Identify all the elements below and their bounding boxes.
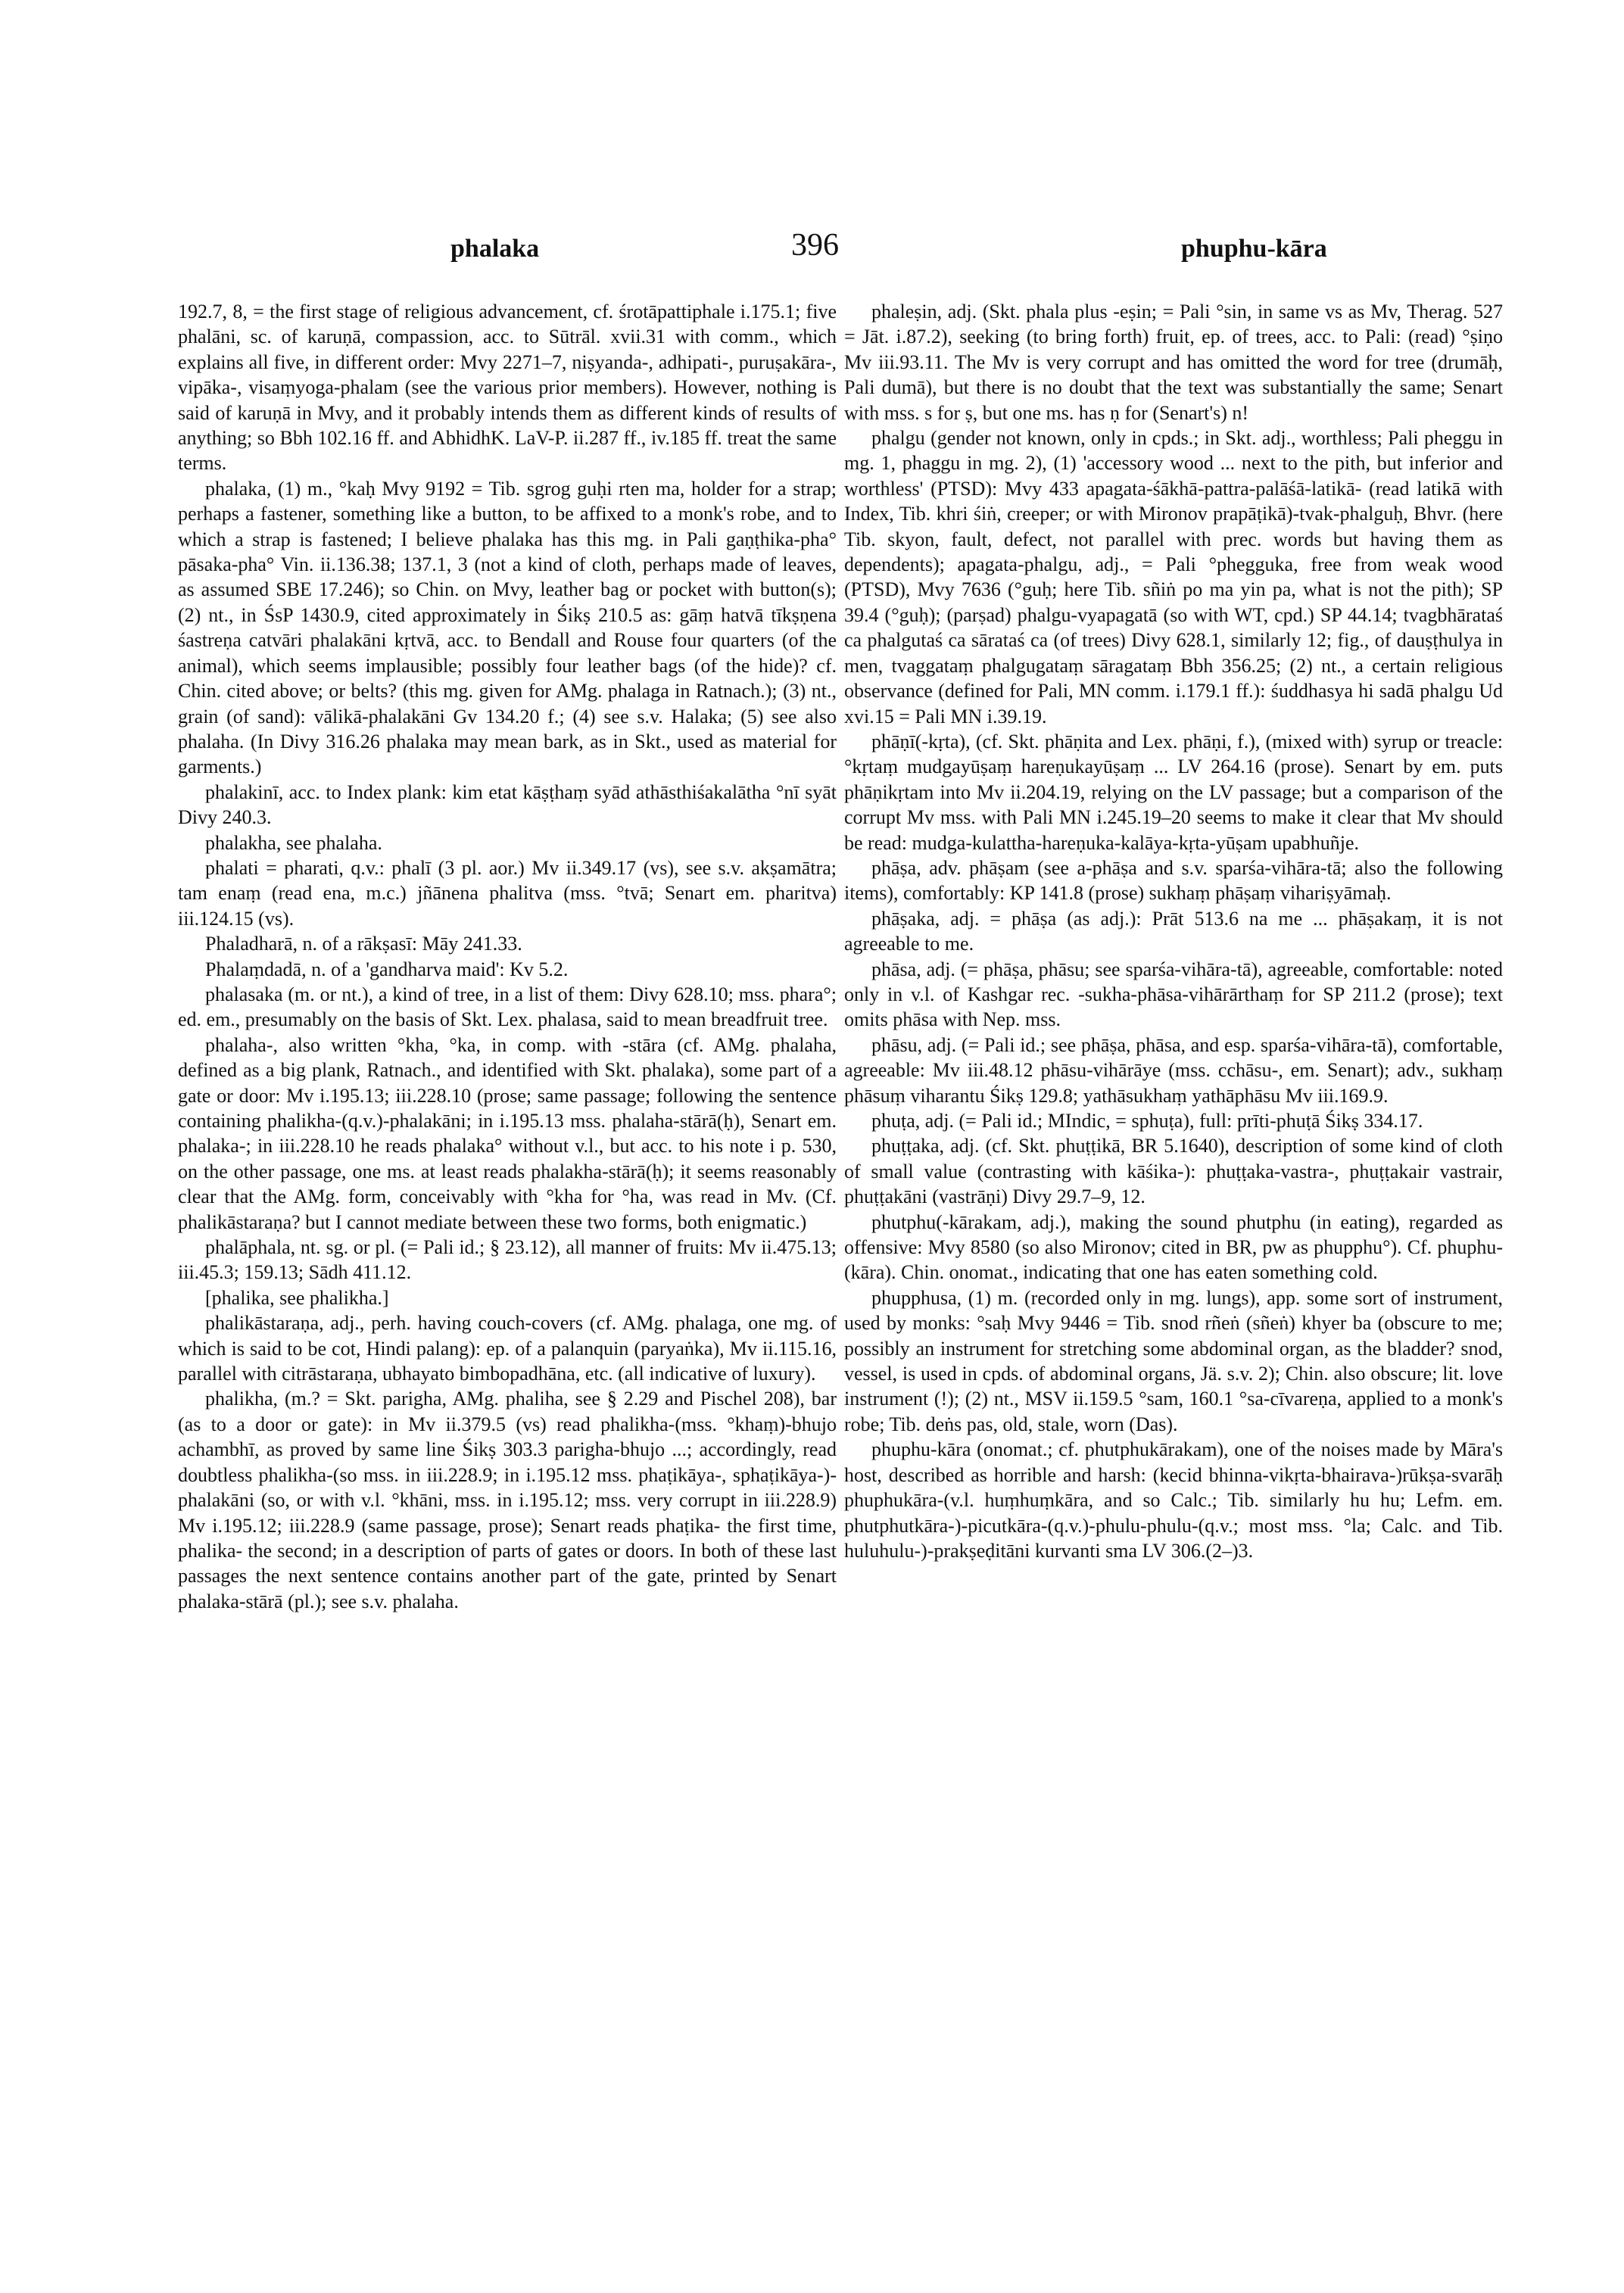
entry-paragraph: phāṇī(-kṛta), (cf. Skt. phāṇita and Lex. phāṇi, f.), (mixed with) syrup or treacle: °kṛtaṃ mudgayūṣaṃ hareṇukayūṣaṃ ... LV 264.16 (prose). Senart by em. puts phāṇikṛtam into Mv ii.204.19, relying on the LV passage; but a comparison of the corrupt Mv mss. with Pali MN i.245.19–20 seems to make it clear that Mv should be read: mudga-kulattha-hareṇuka-kalāya-kṛta-yūṣam upabhuñje. [844,730,1503,854]
entry-paragraph: phuṭa, adj. (= Pali id.; MIndic, = sphuṭa), full: prīti-phuṭā Śikṣ 334.17. [871,1110,1423,1132]
page-number: 396 [791,228,839,263]
header-right-guideword: phuphu-kāra [1181,235,1327,263]
entry-paragraph: [phalika, see phalikha.] [205,1286,389,1309]
entry-paragraph: phāsa, adj. (= phāṣa, phāsu; see sparśa-vihāra-tā), agreeable, comfortable: noted only in v.l. of Kashgar rec. -sukha-phāsa-vihārārthaṃ for SP 211.2 (prose); text omits phāsa with Nep. mss. [844,958,1503,1031]
entry-paragraph: phalaka, (1) m., °kaḥ Mvy 9192 = Tib. sgrog guḥi rten ma, holder for a strap; perhaps a fastener, something like a button, to be affixed to a monk's robe, and to which a strap is fastened; I believe phalaka has this mg. in Pali gaṇṭhika-pha° pāsaka-pha° Vin. ii.136.38; 137.1, 3 (not a kind of cloth, perhaps made of leaves, as assumed SBE 17.246); so Chin. on Mvy, leather bag or pocket with button(s); (2) nt., in ŚsP 1430.9, cited approximately in Śikṣ 210.5 as: gāṃ hatvā tīkṣṇena śastreṇa catvāri phalakāni kṛtvā, acc. to Bendall and Rouse four quarters (of the animal), which seems implausible; possibly four leather bags (of the hide)? cf. Chin. cited above; or belts? (this mg. given for AMg. phalaga in Ratnach.); (3) nt., grain (of sand): vālikā-phalakāni Gv 134.20 f.; (4) see s.v. Halaka; (5) see also phalaha. (In Divy 316.26 phalaka may mean bark, as in Skt., used as material for garments.) [178,477,837,778]
entry-paragraph: Phalaṃdadā, n. of a 'gandharva maid': Kv 5.2. [205,958,569,980]
entry-paragraph: phalgu (gender not known, only in cpds.; in Skt. adj., worthless; Pali pheggu in mg. 1, phaggu in mg. 2), (1) 'accessory wood ... next to the pith, but inferior and worthless' (PTSD): Mvy 433 apagata-śākhā-pattra-palāśā-latikā- (read latikā with Index, Tib. khri śiṅ, creeper; or with Mironov prapāṭikā)-tvak-phalguḥ, Bhvr. (here Tib. skyon, fault, defect, not parallel with prec. words but having them as dependents); apagata-phalgu, adj., = Pali °phegguka, free from weak wood (PTSD), Mvy 7636 (°guḥ; here Tib. sñiṅ po ma yin pa, what is not the pith); SP 39.4 (°guḥ); (parṣad) phalgu-vyapagatā (so with WT, cpd.) SP 44.14; tvagbhārataś ca phalgutaś ca sārataś ca (of trees) Divy 628.1, similarly 12; fig., of dauṣṭhulya in men, tvaggataṃ phalgugataṃ sāragataṃ Bbh 356.25; (2) nt., a certain religious observance (defined for Pali, MN comm. i.179.1 ff.): śuddhasya hi sadā phalgu Ud xvi.15 = Pali MN i.39.19. [844,427,1503,727]
right-column [844,299,1503,1563]
entry-paragraph: phaleṣin, adj. (Skt. phala plus -eṣin; = Pali °sin, in same vs as Mv, Therag. 527 = Jāt. i.87.2), seeking (to bring forth) fruit, ep. of trees, acc. to Pali: (read) °ṣiṇo Mv iii.93.11. The Mv is very corrupt and has omitted the word for tree (drumāḥ, Pali dumā), but there is no doubt that the text was substantially the same; Senart with mss. s for ṣ, but one ms. has ṇ for (Senart's) n! [844,301,1503,424]
entry-paragraph: phāsu, adj. (= Pali id.; see phāṣa, phāsa, and esp. sparśa-vihāra-tā), comfortable, agreeable: Mv iii.48.12 phāsu-vihārāye (mss. cchāsu-, em. Senart); adv., sukhaṃ phāsuṃ viharantu Śikṣ 129.8; yathāsukhaṃ yathāphāsu Mv iii.169.9. [844,1033,1503,1107]
entry-paragraph: phalakha, see phalaha. [205,831,382,854]
entry-paragraph: phalakinī, acc. to Index plank: kim etat kāṣṭhaṃ syād athāsthiśakalātha °nī syāt Divy 240.3. [178,780,837,829]
entry-paragraph: phalati = pharati, q.v.: phalī (3 pl. aor.) Mv ii.349.17 (vs), see s.v. akṣamātra; tam enaṃ (read ena, m.c.) jñānena phalitva (mss. °tvā; Senart em. pharitva) iii.124.15 (vs). [178,856,837,930]
entry-paragraph: phuṭṭaka, adj. (cf. Skt. phuṭṭikā, BR 5.1640), description of some kind of cloth of small value (contrasting with kāśika-): phuṭṭaka-vastra-, phuṭṭakair vastrair, phuṭṭakāni (vastrāṇi) Divy 29.7–9, 12. [844,1135,1503,1208]
entry-paragraph: phalikāstaraṇa, adj., perh. having couch-covers (cf. AMg. phalaga, one mg. of which is said to be cot, Hindi palang): ep. of a palanquin (paryaṅka), Mv ii.115.16, parallel with citrāstaraṇa, ubhayato bimbopadhāna, etc. (all indicative of luxury). [178,1312,837,1385]
entry-paragraph: phutphu(-kārakam, adj.), making the sound phutphu (in eating), regarded as offensive: Mvy 8580 (so also Mironov; cited in BR, pw as phupphu°). Cf. phuphu-(kāra). Chin. onomat., indicating that one has eaten something cold. [844,1210,1503,1284]
header-left-guideword: phalaka [450,235,540,263]
entry-paragraph: phalasaka (m. or nt.), a kind of tree, in a list of them: Divy 628.10; mss. phara°; ed. em., presumably on the basis of Skt. Lex. phalasa, said to mean breadfruit tree. [178,983,837,1031]
entry-paragraph: phāṣaka, adj. = phāṣa (as adj.): Prāt 513.6 na me ... phāṣakaṃ, it is not agreeable to me. [844,907,1503,955]
entry-paragraph: 192.7, 8, = the first stage of religious advancement, cf. śrotāpattiphale i.175.1; five phalāni, sc. of karuṇā, compassion, acc. to Sūtrāl. xvii.31 with comm., which explains all five, in different order: Mvy 2271–7, niṣyanda-, adhipati-, puruṣakāra-, vipāka-, visaṃyoga-phalam (see the various prior members). However, nothing is said of karuṇā in Mvy, and it probably intends them as different kinds of results of anything; so Bbh 102.16 ff. and AbhidhK. LaV-P. ii.287 ff., iv.185 ff. treat the same terms. [178,301,837,475]
entry-paragraph: phalāphala, nt. sg. or pl. (= Pali id.; § 23.12), all manner of fruits: Mv ii.475.13; iii.45.3; 159.13; Sādh 411.12. [178,1236,837,1284]
left-column [178,299,837,1614]
entry-paragraph: phupphusa, (1) m. (recorded only in mg. lungs), app. some sort of instrument, used by monks: °saḥ Mvy 9446 = Tib. snod rñeṅ (sñeṅ) khyer ba (obscure to me; possibly an instrument for stretching some abdominal organ, as the bladder? snod, vessel, is used in cpds. of abdominal organs, Jä. s.v. 2); Chin. also obscure; lit. love instrument (!); (2) nt., MSV ii.159.5 °sam, 160.1 °sa-cīvareṇa, applied to a monk's robe; Tib. deṅs pas, old, stale, worn (Das). [844,1286,1503,1435]
entry-paragraph: phalikha, (m.? = Skt. parigha, AMg. phaliha, see § 2.29 and Pischel 208), bar (as to a door or gate): in Mv ii.379.5 (vs) read phalikha-(mss. °khaṃ)-bhujo achambhī, as proved by same line Śikṣ 303.3 parigha-bhujo ...; accordingly, read doubtless phalikha-(so mss. in iii.228.9; in i.195.12 mss. phaṭikāya-, sphaṭikāya-)-phalakāni (so, or with v.l. °khāni, mss. in i.195.12; mss. very corrupt in iii.228.9) Mv i.195.12; iii.228.9 (same passage, prose); Senart reads phaṭika- the first time, phalika- the second; in a description of parts of gates or doors. In both of these last passages the next sentence contains another part of the gate, printed by Senart phalaka-stārā (pl.); see s.v. phalaha. [178,1388,837,1612]
entry-paragraph: phalaha-, also written °kha, °ka, in comp. with -stāra (cf. AMg. phalaha, defined as a big plank, Ratnach., and identified with Skt. phalaka), some part of a gate or door: Mv i.195.13; iii.228.10 (prose; same passage; following the sentence containing phalikha-(q.v.)-phalakāni; in i.195.13 mss. phalaha-stārā(ḥ), Senart em. phalaka-; in iii.228.10 he reads phalaka° without v.l., but acc. to his note i p. 530, on the other passage, one ms. at least reads phalakha-stārā(ḥ); it seems reasonably clear that the AMg. form, conceivably with °kha for °ha, was read in Mv. (Cf. phalikāstaraṇa? but I cannot mediate between these two forms, both enigmatic.) [178,1033,837,1233]
entry-paragraph: phāṣa, adv. phāṣam (see a-phāṣa and s.v. sparśa-vihāra-tā; also the following items), comfortably: KP 141.8 (prose) sukhaṃ phāṣaṃ vihariṣyāmaḥ. [844,856,1503,905]
entry-paragraph: Phaladharā, n. of a rākṣasī: Māy 241.33. [205,933,522,955]
entry-paragraph: phuphu-kāra (onomat.; cf. phutphukārakam), one of the noises made by Māra's host, described as horrible and harsh: (kecid bhinna-vikṛta-bhairava-)rūkṣa-svarāḥ phuphukāra-(v.l. huṃhuṃkāra, and so Calc.; Tib. similarly hu hu; Lefm. em. phutphutkāra-)-picutkāra-(q.v.)-phulu-phulu-(q.v.; most mss. °la; Calc. and Tib. huluhulu-)-prakṣeḍitāni kurvanti sma LV 306.(2–)3. [844,1438,1503,1562]
